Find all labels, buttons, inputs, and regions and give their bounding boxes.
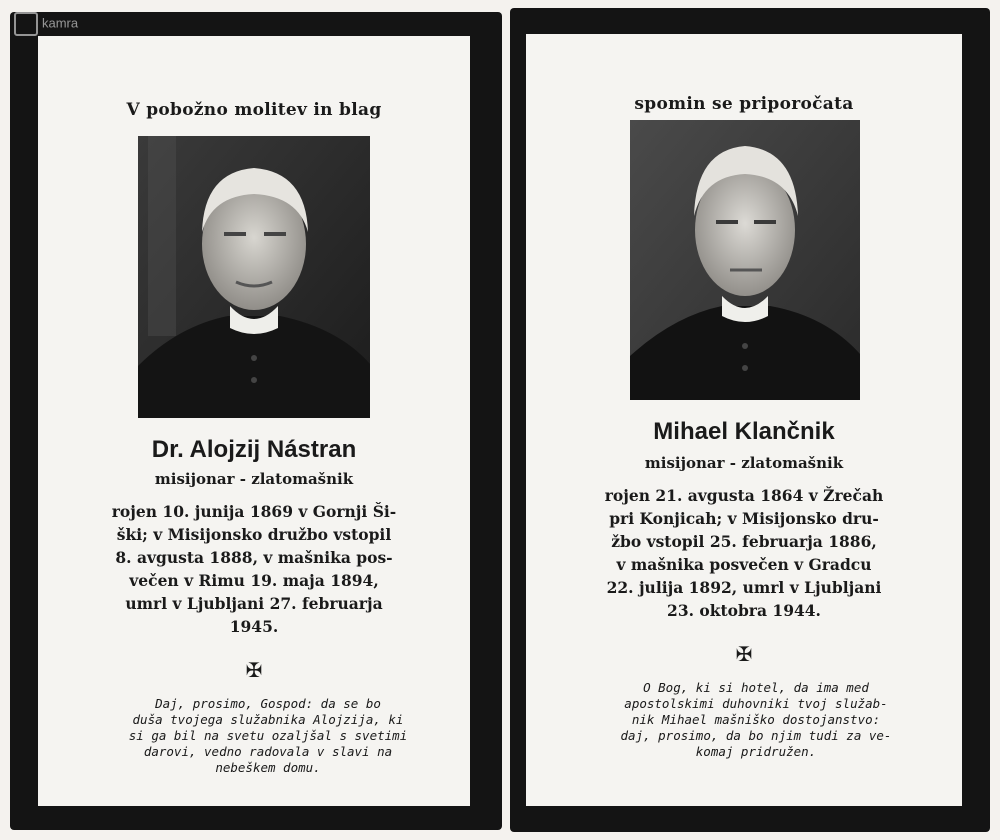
prayer-text: O Bog, ki si hotel, da ima med apostolskimi duhovniki tvoj služab- nik Mihael mašniško dostojanstvo: daj, prosimo, da bo njim tudi za ve- komaj pridružen. <box>620 680 892 759</box>
watermark-text: kamra <box>42 15 79 31</box>
person-role: misijonar - zlatomašnik <box>154 470 354 488</box>
memorial-card-left <box>10 12 502 830</box>
portrait-photo <box>630 120 860 400</box>
biography-text: rojen 21. avgusta 1864 v Žrečah pri Konjicah; v Misijonsko dru- žbo vstopil 25. februarja 1886, v mašnika posvečen v Gradcu 22. julija 1892, umrl v Ljubljani 23. oktobra 1944. <box>604 486 884 620</box>
memorial-card-right <box>510 8 990 832</box>
person-name: Dr. Alojzij Nástran <box>151 436 357 463</box>
biography-text: rojen 10. junija 1869 v Gornji Ši- ški; v Misijonsko družbo vstopil 8. avgusta 1888, v mašnika pos- večen v Rimu 19. maja 1894, umrl v Ljubljani 27. februarja 1945. <box>111 502 397 636</box>
cross-icon: ✠ <box>735 642 753 666</box>
card-heading: spomin se priporočata <box>634 94 854 114</box>
logo-icon <box>14 12 38 36</box>
card-paper-left <box>38 36 470 806</box>
watermark-logo <box>14 12 78 36</box>
card-paper-right <box>526 34 962 806</box>
prayer-text: Daj, prosimo, Gospod: da se bo duša tvojega služabnika Alojzija, ki si ga bil na svetu ozaljšal s svetimi darovi, vedno radovala v slavi na nebeškem domu. <box>128 696 408 775</box>
card-heading: V pobožno molitev in blag <box>126 100 382 120</box>
person-name: Mihael Klančnik <box>653 418 835 445</box>
portrait-photo <box>138 136 370 418</box>
cross-icon: ✠ <box>245 658 263 682</box>
person-role: misijonar - zlatomašnik <box>644 454 844 472</box>
